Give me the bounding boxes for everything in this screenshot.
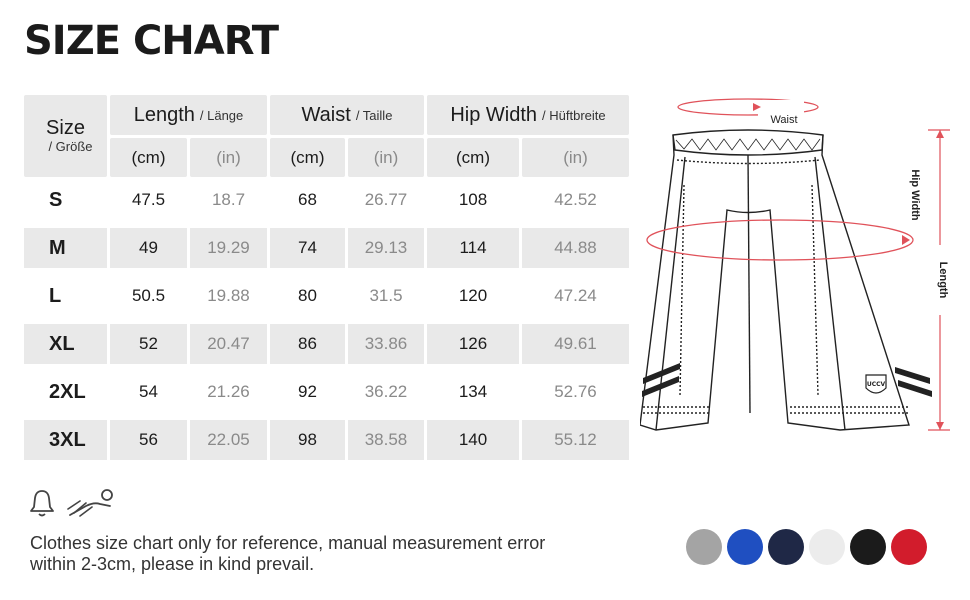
color-swatch-red[interactable] bbox=[891, 529, 927, 565]
size-label-cell: L bbox=[49, 284, 62, 307]
measurement-cell: 92 bbox=[298, 382, 317, 401]
size-table bbox=[24, 95, 629, 460]
measurement-cell: 134 bbox=[458, 382, 488, 401]
unit-header: (in) bbox=[522, 138, 629, 177]
size-label-cell: S bbox=[49, 188, 63, 211]
hip-width-measure-label: Hip Width bbox=[909, 169, 921, 221]
waist-sub-label: / Taille bbox=[355, 107, 393, 123]
measurement-cell: 31.5 bbox=[369, 286, 403, 305]
measurement-cell: 44.88 bbox=[522, 228, 629, 268]
color-swatch-black[interactable] bbox=[850, 529, 886, 565]
disclaimer-text bbox=[30, 533, 545, 575]
length-group-header bbox=[110, 95, 267, 135]
measurement-cell: 126 bbox=[427, 324, 519, 364]
color-swatch-blue[interactable] bbox=[727, 529, 763, 565]
size-header-label: Size bbox=[46, 117, 85, 139]
brand-logo-icon bbox=[866, 375, 886, 393]
size-label-cell: M bbox=[24, 228, 107, 268]
measurement-cell: 49.61 bbox=[522, 324, 629, 364]
unit-header: (cm) bbox=[427, 138, 519, 177]
disclaimer-line-2: within 2-3cm, please in kind prevail. bbox=[30, 554, 315, 574]
measurement-cell: 50.5 bbox=[131, 286, 166, 305]
hip-width-group-header bbox=[427, 95, 629, 135]
measurement-cell: 19.88 bbox=[207, 286, 250, 305]
unit-header: (in) bbox=[348, 138, 424, 177]
color-swatch-navy[interactable] bbox=[768, 529, 804, 565]
measurement-cell: 36.22 bbox=[364, 382, 408, 401]
measurement-cell: 29.13 bbox=[348, 228, 424, 268]
length-measure-label: Length bbox=[937, 261, 949, 299]
measurement-cell: 38.58 bbox=[348, 420, 424, 460]
measurement-cell: 80 bbox=[298, 286, 317, 305]
color-swatch-gray[interactable] bbox=[686, 529, 722, 565]
size-header-sub: / Größe bbox=[48, 139, 93, 154]
measurement-cell: 140 bbox=[427, 420, 519, 460]
waist-measure-label: Waist bbox=[770, 114, 798, 126]
logo-text: UCCV bbox=[866, 381, 886, 388]
measurement-cell: 98 bbox=[270, 420, 345, 460]
size-label-cell: 2XL bbox=[49, 380, 86, 403]
color-swatch-row bbox=[686, 529, 927, 565]
measurement-cell: 55.12 bbox=[522, 420, 629, 460]
unit-header: (cm) bbox=[110, 138, 187, 177]
length-label: Length bbox=[133, 103, 195, 126]
measurement-cell: 18.7 bbox=[211, 190, 246, 209]
measurement-cell: 74 bbox=[270, 228, 345, 268]
measurement-cell: 54 bbox=[139, 382, 158, 401]
measuring-tape-icon bbox=[66, 487, 118, 524]
measurement-cell: 47.5 bbox=[131, 190, 166, 209]
measurement-cell: 20.47 bbox=[190, 324, 267, 364]
measurement-cell: 47.24 bbox=[554, 286, 597, 305]
measurement-cell: 56 bbox=[110, 420, 187, 460]
measurement-cell: 86 bbox=[270, 324, 345, 364]
color-swatch-white[interactable] bbox=[809, 529, 845, 565]
measurement-cell: 26.77 bbox=[364, 190, 408, 209]
page-title: SIZE CHART bbox=[24, 18, 279, 64]
waist-group-header bbox=[270, 95, 424, 135]
measurement-cell: 49 bbox=[110, 228, 187, 268]
unit-header: (cm) bbox=[270, 138, 345, 177]
size-label-cell: 3XL bbox=[24, 420, 107, 460]
waist-label: Waist bbox=[301, 103, 351, 126]
measurement-cell: 33.86 bbox=[348, 324, 424, 364]
measurement-cell: 21.26 bbox=[207, 382, 250, 401]
measurement-cell: 42.52 bbox=[554, 190, 597, 209]
measurement-cell: 120 bbox=[458, 286, 488, 305]
disclaimer-line-1: Clothes size chart only for reference, manual measurement error bbox=[30, 533, 546, 553]
measurement-cell: 22.05 bbox=[190, 420, 267, 460]
hip-width-label: Hip Width bbox=[450, 103, 538, 126]
size-label-cell: XL bbox=[24, 324, 107, 364]
measurement-cell: 108 bbox=[458, 190, 488, 209]
measurement-cell: 19.29 bbox=[190, 228, 267, 268]
measurement-cell: 114 bbox=[427, 228, 519, 268]
length-sub-label: / Länge bbox=[199, 107, 244, 123]
shorts-diagram bbox=[640, 95, 960, 440]
unit-header: (in) bbox=[190, 138, 267, 177]
hip-width-sub-label: / Hüftbreite bbox=[542, 107, 606, 123]
measurement-cell: 68 bbox=[298, 190, 317, 209]
measurement-cell: 52 bbox=[110, 324, 187, 364]
bell-icon bbox=[28, 488, 56, 523]
measurement-cell: 52.76 bbox=[554, 382, 597, 401]
size-column-header bbox=[24, 95, 107, 177]
